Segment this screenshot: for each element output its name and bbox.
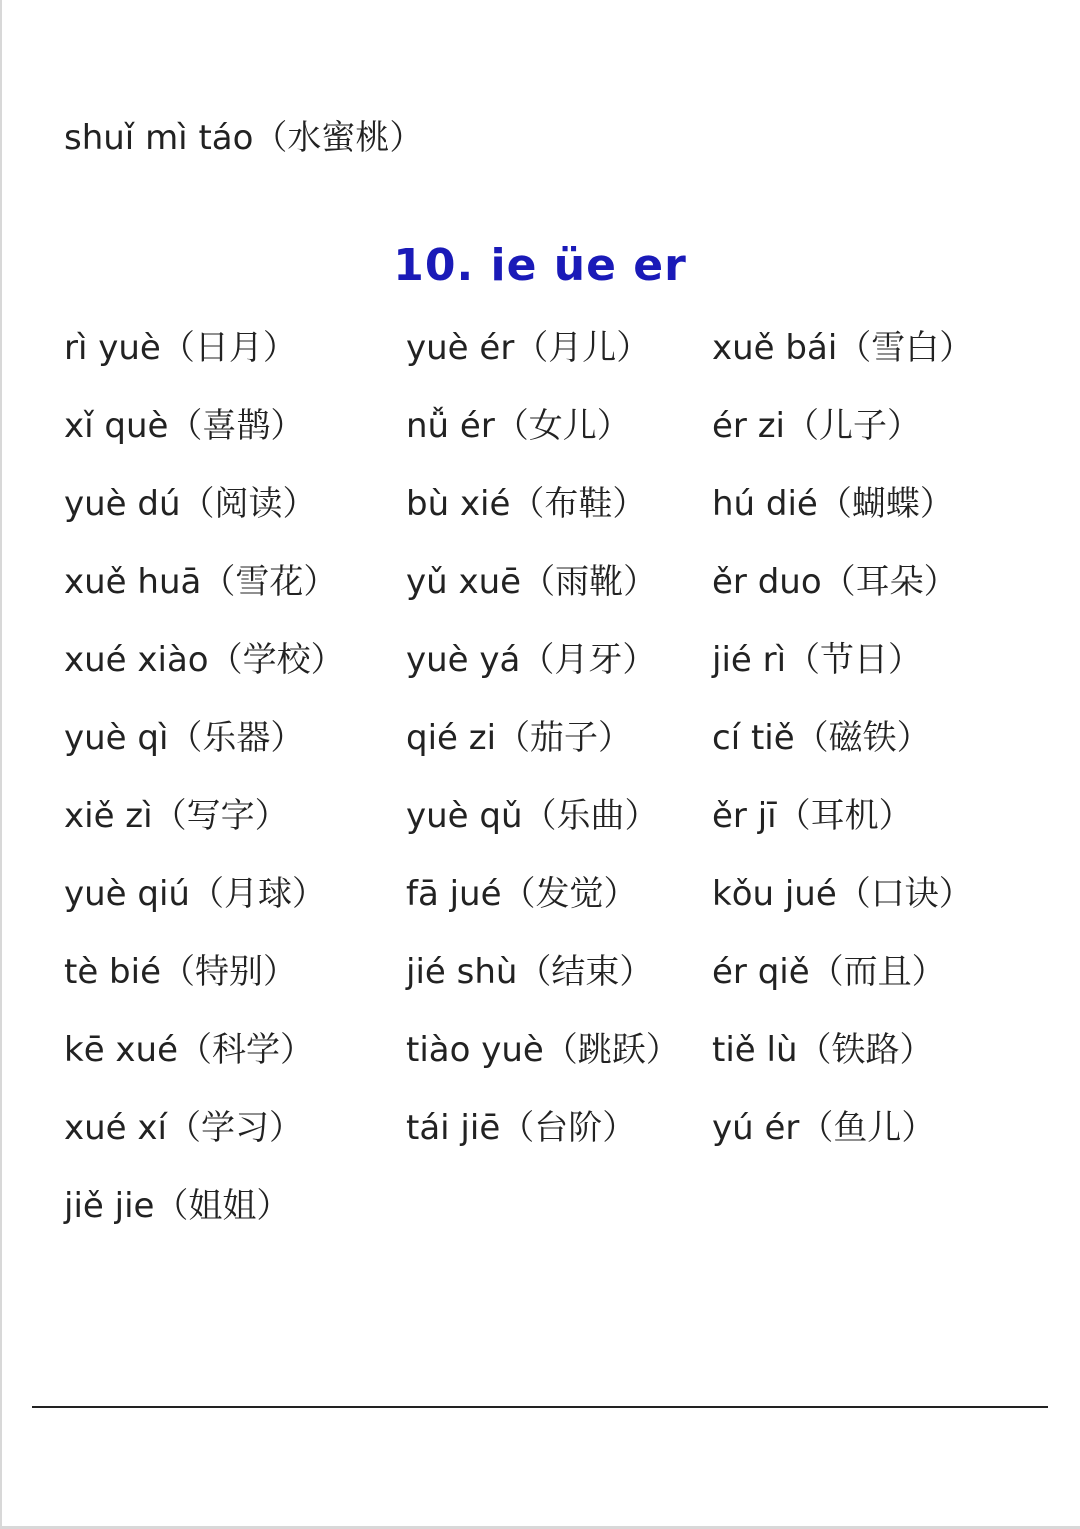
word-entry: kǒu jué（口诀） xyxy=(712,874,973,914)
word-entry: shuǐ mì táo（水蜜桃） xyxy=(64,118,424,158)
word-entry: ěr jī（耳机） xyxy=(712,796,913,836)
word-entry: kē xué（科学） xyxy=(64,1030,315,1070)
word-entry: bù xié（布鞋） xyxy=(406,484,647,524)
word-entry: hú dié（蝴蝶） xyxy=(712,484,954,524)
word-entry: jiě jie（姐姐） xyxy=(64,1186,291,1226)
word-row xyxy=(0,868,1080,946)
word-row xyxy=(0,790,1080,868)
word-entry: cí tiě（磁铁） xyxy=(712,718,931,758)
word-row xyxy=(0,1102,1080,1180)
word-entry: xuě bái（雪白） xyxy=(712,328,974,368)
section-title: 10. ie üe er xyxy=(393,240,687,291)
word-entry: yuè ér（月儿） xyxy=(406,328,651,368)
word-entry: yuè qiú（月球） xyxy=(64,874,326,914)
word-entry: tiào yuè（跳跃） xyxy=(406,1030,680,1070)
word-entry: jié shù（结束） xyxy=(406,952,654,992)
footer-divider xyxy=(32,1406,1048,1408)
word-row xyxy=(0,634,1080,712)
word-row xyxy=(0,478,1080,556)
word-entry: xuě huā（雪花） xyxy=(64,562,338,602)
word-entry: tè bié（特别） xyxy=(64,952,298,992)
word-entry: yǔ xuē（雨靴） xyxy=(406,562,658,602)
word-entry: yuè yá（月牙） xyxy=(406,640,657,680)
word-entry: yuè dú（阅读） xyxy=(64,484,317,524)
word-entry: yuè qǔ（乐曲） xyxy=(406,796,659,836)
word-entry: tiě lù（铁路） xyxy=(712,1030,934,1070)
word-entry: tái jiē（台阶） xyxy=(406,1108,637,1148)
word-row xyxy=(0,400,1080,478)
word-entry: ěr duo（耳朵） xyxy=(712,562,958,602)
word-row xyxy=(0,712,1080,790)
word-row xyxy=(0,1180,1080,1258)
word-entry: ér zi（儿子） xyxy=(712,406,921,446)
word-entry: ér qiě（而且） xyxy=(712,952,946,992)
word-row xyxy=(0,322,1080,400)
word-row xyxy=(0,556,1080,634)
word-entry: xué xiào（学校） xyxy=(64,640,345,680)
word-entry: fā jué（发觉） xyxy=(406,874,638,914)
word-entry: jié rì（节日） xyxy=(712,640,923,680)
word-entry: xǐ què（喜鹊） xyxy=(64,406,305,446)
word-entry: qié zi（茄子） xyxy=(406,718,633,758)
word-entry: rì yuè（日月） xyxy=(64,328,297,368)
word-grid xyxy=(0,322,1080,1258)
word-entry: yú ér（鱼儿） xyxy=(712,1108,936,1148)
word-row xyxy=(0,1024,1080,1102)
word-entry: yuè qì（乐器） xyxy=(64,718,305,758)
word-entry: nǚ ér（女儿） xyxy=(406,406,631,446)
word-entry: xiě zì（写字） xyxy=(64,796,289,836)
word-entry: xué xí（学习） xyxy=(64,1108,303,1148)
word-row xyxy=(0,946,1080,1024)
